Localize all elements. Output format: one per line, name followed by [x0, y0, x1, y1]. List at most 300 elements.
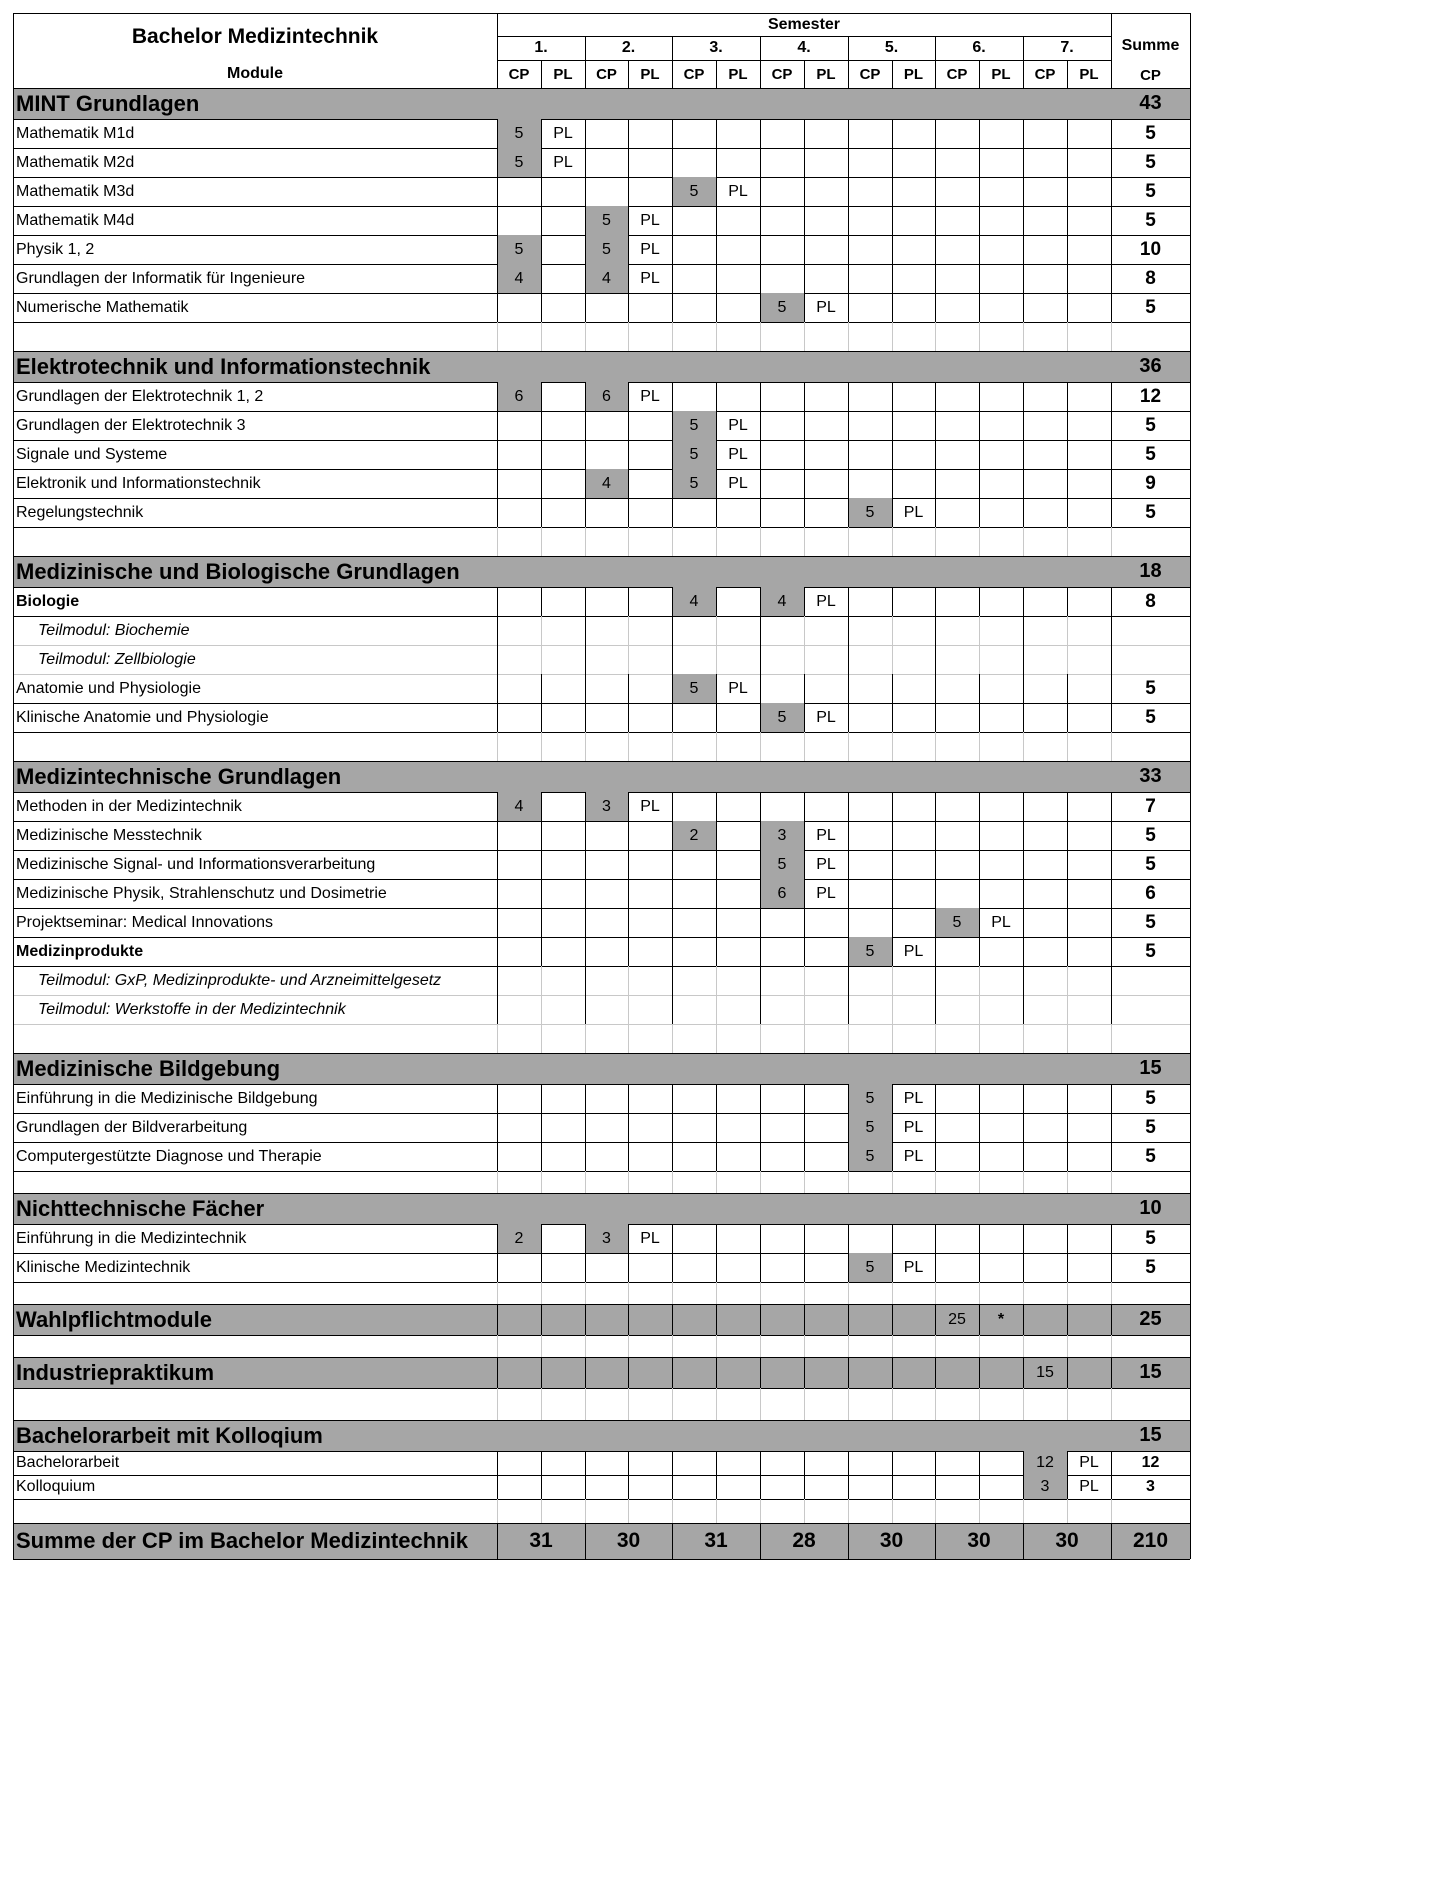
grid-vline	[13, 1304, 14, 1335]
grid-hline	[13, 1282, 1190, 1283]
cp-cell	[672, 498, 716, 527]
pl-cell	[892, 908, 935, 937]
submodule-name: Teilmodul: Biochemie	[38, 621, 190, 639]
grid-vline	[935, 1388, 936, 1420]
grid-vline	[585, 821, 586, 850]
grid-vline	[1067, 119, 1068, 148]
grid-vline	[672, 264, 673, 293]
pl-cell	[804, 1084, 848, 1113]
pl-cell	[541, 1142, 585, 1171]
cp-cell: 4	[672, 587, 716, 616]
grid-vline	[1190, 587, 1191, 616]
grid-vline	[541, 966, 542, 995]
grid-vline	[1190, 732, 1191, 761]
grid-vline	[1111, 792, 1112, 821]
grid-vline	[716, 674, 717, 703]
grid-vline	[935, 498, 936, 527]
module-sum: 5	[1145, 1256, 1156, 1278]
grid-vline	[935, 587, 936, 616]
cp-cell	[935, 1224, 979, 1253]
grid-vline	[1190, 995, 1191, 1024]
grid-vline	[1190, 879, 1191, 908]
pl-cell	[716, 821, 760, 850]
grid-vline	[804, 527, 805, 556]
submodule-name: Teilmodul: Werkstoffe in der Medizintechnik	[38, 1000, 346, 1018]
grid-vline	[935, 469, 936, 498]
pl-cell	[804, 498, 848, 527]
grid-vline	[892, 645, 893, 674]
pl-cell	[892, 119, 935, 148]
cp-cell	[497, 206, 541, 235]
cp-cell	[585, 1142, 628, 1171]
grid-vline	[628, 498, 629, 527]
cp-cell	[1023, 1224, 1067, 1253]
grid-vline	[1111, 850, 1112, 879]
grid-vline	[13, 879, 14, 908]
module-name: Einführung in die Medizinische Bildgebung	[16, 1089, 318, 1107]
cp-cell: 4	[497, 792, 541, 821]
cp-cell: 5	[760, 703, 804, 732]
grid-vline	[935, 1335, 936, 1357]
grid-vline	[497, 13, 498, 88]
grid-vline	[1067, 1357, 1068, 1388]
grid-vline	[585, 1335, 586, 1357]
grid-vline	[1067, 616, 1068, 645]
grid-vline	[1023, 879, 1024, 908]
semester-total: 28	[792, 1529, 816, 1552]
grid-vline	[760, 645, 761, 674]
cp-cell	[497, 498, 541, 527]
grid-vline	[672, 1084, 673, 1113]
cp-cell	[497, 587, 541, 616]
grid-vline	[672, 1304, 673, 1335]
pl-column-header: PL	[991, 65, 1011, 83]
grid-vline	[1111, 1475, 1112, 1499]
grid-vline	[892, 264, 893, 293]
grid-vline	[1067, 235, 1068, 264]
cp-cell	[1023, 148, 1067, 177]
grid-vline	[1190, 761, 1191, 792]
grid-vline	[979, 587, 980, 616]
grid-vline	[848, 119, 849, 148]
grid-vline	[979, 60, 980, 88]
grid-vline	[1111, 206, 1112, 235]
pl-cell: PL	[640, 211, 660, 229]
grid-vline	[760, 469, 761, 498]
module-name: Grundlagen der Bildverarbeitung	[16, 1118, 248, 1136]
grid-vline	[935, 1499, 936, 1523]
module-sum: 12	[1139, 385, 1162, 407]
cp-cell	[585, 937, 628, 966]
grid-vline	[497, 469, 498, 498]
grid-vline	[979, 1304, 980, 1335]
grid-vline	[804, 322, 805, 351]
module-name: Signale und Systeme	[16, 445, 168, 463]
grid-vline	[585, 1523, 586, 1559]
grid-vline	[497, 1357, 498, 1388]
pl-cell	[716, 148, 760, 177]
grid-vline	[979, 1253, 980, 1282]
cp-cell: 6	[760, 879, 804, 908]
grid-vline	[497, 850, 498, 879]
grid-vline	[760, 908, 761, 937]
grid-vline	[672, 498, 673, 527]
grid-vline	[979, 1113, 980, 1142]
grid-vline	[716, 792, 717, 821]
pl-cell: *	[997, 1310, 1005, 1328]
grid-vline	[848, 235, 849, 264]
cp-cell	[1023, 703, 1067, 732]
cp-cell: 3	[585, 792, 628, 821]
grid-vline	[541, 382, 542, 411]
grid-vline	[1023, 703, 1024, 732]
cp-cell	[1023, 1084, 1067, 1113]
pl-cell	[979, 879, 1023, 908]
pl-cell	[892, 382, 935, 411]
grid-hline	[13, 1304, 1190, 1305]
grid-vline	[628, 1142, 629, 1171]
grid-vline	[979, 732, 980, 761]
grid-vline	[935, 908, 936, 937]
grid-vline	[804, 850, 805, 879]
module-name: Biologie	[16, 592, 80, 610]
grid-vline	[628, 995, 629, 1024]
cp-cell	[848, 703, 892, 732]
grid-vline	[1067, 411, 1068, 440]
grid-vline	[760, 1224, 761, 1253]
grid-vline	[628, 119, 629, 148]
cp-column-header: CP	[508, 65, 530, 83]
cp-cell	[848, 264, 892, 293]
grid-vline	[585, 1282, 586, 1304]
cp-cell: 25	[948, 1310, 966, 1328]
section-total: 43	[1139, 92, 1162, 114]
grid-vline	[585, 908, 586, 937]
grid-vline	[497, 498, 498, 527]
pl-cell: PL	[816, 884, 836, 902]
grid-vline	[804, 995, 805, 1024]
grid-vline	[628, 908, 629, 937]
pl-cell	[979, 148, 1023, 177]
grid-vline	[760, 411, 761, 440]
grid-vline	[585, 1084, 586, 1113]
grid-vline	[1067, 1224, 1068, 1253]
grid-vline	[979, 1388, 980, 1420]
cp-cell	[1023, 1253, 1067, 1282]
pl-cell	[628, 703, 672, 732]
grid-vline	[13, 351, 14, 382]
grid-vline	[497, 587, 498, 616]
grid-vline	[935, 937, 936, 966]
grid-vline	[804, 1475, 805, 1499]
grid-vline	[979, 966, 980, 995]
grid-vline	[497, 995, 498, 1024]
grid-vline	[1111, 1451, 1112, 1475]
grid-vline	[804, 792, 805, 821]
grid-vline	[1190, 937, 1191, 966]
cp-cell	[497, 821, 541, 850]
grid-vline	[848, 1171, 849, 1193]
grid-hline	[13, 527, 1190, 528]
grid-vline	[848, 645, 849, 674]
grid-vline	[1023, 36, 1024, 88]
grid-vline	[541, 498, 542, 527]
pl-cell: PL	[1079, 1478, 1099, 1495]
grid-vline	[892, 1282, 893, 1304]
grid-vline	[628, 1335, 629, 1357]
grid-vline	[935, 1282, 936, 1304]
module-sum: 5	[1145, 209, 1156, 231]
grid-vline	[892, 1224, 893, 1253]
pl-cell	[804, 440, 848, 469]
grid-vline	[672, 293, 673, 322]
module-sum: 5	[1145, 824, 1156, 846]
pl-cell	[804, 1113, 848, 1142]
cp-cell	[760, 937, 804, 966]
grid-vline	[1190, 1253, 1191, 1282]
pl-column-header: PL	[903, 65, 924, 83]
grid-vline	[979, 616, 980, 645]
pl-cell: PL	[728, 416, 748, 434]
grid-vline	[1190, 850, 1191, 879]
grid-vline	[1111, 264, 1112, 293]
cp-cell	[760, 382, 804, 411]
grid-vline	[628, 1475, 629, 1499]
grid-vline	[541, 908, 542, 937]
cp-cell	[848, 148, 892, 177]
cp-cell	[1023, 264, 1067, 293]
grid-vline	[760, 1357, 761, 1388]
grid-vline	[628, 1282, 629, 1304]
cp-cell	[848, 879, 892, 908]
grid-vline	[1190, 177, 1191, 206]
cp-cell	[672, 1253, 716, 1282]
pl-column-header: PL	[816, 65, 836, 83]
grid-vline	[1067, 792, 1068, 821]
grid-vline	[585, 850, 586, 879]
grid-vline	[585, 1388, 586, 1420]
cp-cell	[497, 908, 541, 937]
grid-vline	[935, 206, 936, 235]
grid-vline	[628, 1024, 629, 1053]
grid-vline	[760, 177, 761, 206]
cp-cell	[760, 1224, 804, 1253]
pl-cell	[979, 587, 1023, 616]
grid-vline	[497, 322, 498, 351]
grid-vline	[716, 440, 717, 469]
module-sum: 5	[1145, 180, 1156, 202]
pl-cell	[1067, 148, 1111, 177]
grid-vline	[628, 1451, 629, 1475]
curriculum-table	[13, 13, 1434, 1873]
grid-hline	[13, 1335, 1190, 1336]
grid-vline	[628, 148, 629, 177]
pl-cell	[1067, 937, 1111, 966]
cp-cell	[672, 1113, 716, 1142]
pl-cell	[628, 850, 672, 879]
pl-cell	[979, 792, 1023, 821]
grid-vline	[628, 440, 629, 469]
grid-vline	[760, 1142, 761, 1171]
grid-vline	[672, 1388, 673, 1420]
cp-cell: 3	[585, 1224, 628, 1253]
grid-vline	[1190, 469, 1191, 498]
cp-cell	[497, 1253, 541, 1282]
grid-vline	[892, 235, 893, 264]
pl-cell	[979, 937, 1023, 966]
grid-vline	[892, 1335, 893, 1357]
grid-vline	[672, 36, 673, 88]
grid-vline	[1111, 703, 1112, 732]
pl-cell	[804, 235, 848, 264]
module-name: Kolloquium	[16, 1478, 96, 1495]
grid-vline	[672, 674, 673, 703]
grid-vline	[585, 177, 586, 206]
grid-vline	[541, 119, 542, 148]
grid-vline	[716, 1388, 717, 1420]
grid-vline	[1190, 1475, 1191, 1499]
grid-vline	[979, 1024, 980, 1053]
cp-cell	[497, 440, 541, 469]
pl-cell	[1067, 382, 1111, 411]
grid-vline	[497, 1113, 498, 1142]
cp-cell	[935, 264, 979, 293]
grid-vline	[1067, 322, 1068, 351]
grid-vline	[628, 821, 629, 850]
cp-cell	[760, 908, 804, 937]
section-title: Medizinische und Biologische Grundlagen	[16, 558, 460, 584]
grid-vline	[1190, 1499, 1191, 1523]
cp-cell	[1023, 206, 1067, 235]
grid-vline	[760, 440, 761, 469]
pl-cell	[628, 1142, 672, 1171]
grid-vline	[804, 908, 805, 937]
grid-vline	[1111, 1113, 1112, 1142]
grid-vline	[935, 1451, 936, 1475]
module-sum: 8	[1145, 267, 1156, 289]
cp-cell	[585, 1253, 628, 1282]
module-name: Projektseminar: Medical Innovations	[16, 913, 274, 931]
grid-vline	[585, 995, 586, 1024]
grid-vline	[935, 616, 936, 645]
cp-cell	[848, 206, 892, 235]
grid-vline	[892, 1024, 893, 1053]
grid-vline	[935, 1357, 936, 1388]
cp-cell	[935, 177, 979, 206]
pl-cell	[716, 1142, 760, 1171]
section-total: 15	[1139, 1057, 1162, 1079]
grid-vline	[1190, 1171, 1191, 1193]
semester-total: 31	[529, 1529, 553, 1552]
grid-vline	[585, 616, 586, 645]
grid-vline	[672, 411, 673, 440]
grid-vline	[892, 587, 893, 616]
grid-vline	[1190, 645, 1191, 674]
grid-vline	[1067, 732, 1068, 761]
grid-vline	[979, 1475, 980, 1499]
cp-cell	[760, 1113, 804, 1142]
grid-vline	[804, 674, 805, 703]
cp-cell	[585, 703, 628, 732]
grid-vline	[892, 732, 893, 761]
cp-cell	[848, 469, 892, 498]
grid-vline	[760, 821, 761, 850]
module-sum: 6	[1145, 882, 1156, 904]
grid-vline	[1023, 1357, 1024, 1388]
module-name: Klinische Anatomie und Physiologie	[16, 708, 269, 726]
section-total: 18	[1139, 560, 1162, 582]
cp-cell	[1023, 293, 1067, 322]
grid-vline	[541, 1335, 542, 1357]
pl-cell	[541, 792, 585, 821]
grid-vline	[716, 703, 717, 732]
grid-vline	[935, 1084, 936, 1113]
module-sum: 5	[1145, 677, 1156, 699]
grid-vline	[716, 1282, 717, 1304]
section-total: 15	[1139, 1424, 1162, 1446]
section-title: Industriepraktikum	[16, 1359, 215, 1385]
grid-vline	[13, 792, 14, 821]
grid-vline	[672, 1335, 673, 1357]
grid-vline	[672, 469, 673, 498]
grid-vline	[760, 1388, 761, 1420]
grid-vline	[1067, 1142, 1068, 1171]
cp-cell	[1023, 469, 1067, 498]
grid-vline	[935, 411, 936, 440]
grid-vline	[848, 36, 849, 88]
grid-vline	[1111, 119, 1112, 148]
grid-vline	[541, 674, 542, 703]
grid-vline	[1067, 1171, 1068, 1193]
pl-cell	[716, 382, 760, 411]
grid-vline	[1067, 440, 1068, 469]
grid-vline	[1067, 148, 1068, 177]
module-sum: 5	[1145, 706, 1156, 728]
pl-cell	[541, 1253, 585, 1282]
grid-vline	[541, 293, 542, 322]
grid-vline	[979, 440, 980, 469]
cp-cell: 5	[672, 469, 716, 498]
pl-column-header: PL	[728, 65, 748, 83]
grid-vline	[1190, 792, 1191, 821]
module-name: Bachelorarbeit	[16, 1454, 120, 1471]
grid-vline	[1067, 264, 1068, 293]
grid-vline	[1190, 1282, 1191, 1304]
grid-vline	[716, 995, 717, 1024]
module-sum: 5	[1145, 501, 1156, 523]
pl-cell	[979, 674, 1023, 703]
grid-vline	[13, 966, 14, 995]
cp-cell: 5	[760, 850, 804, 879]
grid-vline	[1023, 645, 1024, 674]
grid-vline	[1190, 88, 1191, 119]
cp-cell	[497, 411, 541, 440]
grid-vline	[585, 1024, 586, 1053]
grid-vline	[1023, 1451, 1024, 1475]
grid-vline	[672, 1224, 673, 1253]
grid-vline	[979, 206, 980, 235]
grid-vline	[497, 703, 498, 732]
grid-vline	[585, 148, 586, 177]
grid-vline	[716, 587, 717, 616]
grid-vline	[585, 587, 586, 616]
pl-cell	[979, 498, 1023, 527]
grid-vline	[1067, 1304, 1068, 1335]
pl-cell	[892, 440, 935, 469]
grid-vline	[628, 264, 629, 293]
grid-vline	[1023, 908, 1024, 937]
cp-cell	[760, 1142, 804, 1171]
